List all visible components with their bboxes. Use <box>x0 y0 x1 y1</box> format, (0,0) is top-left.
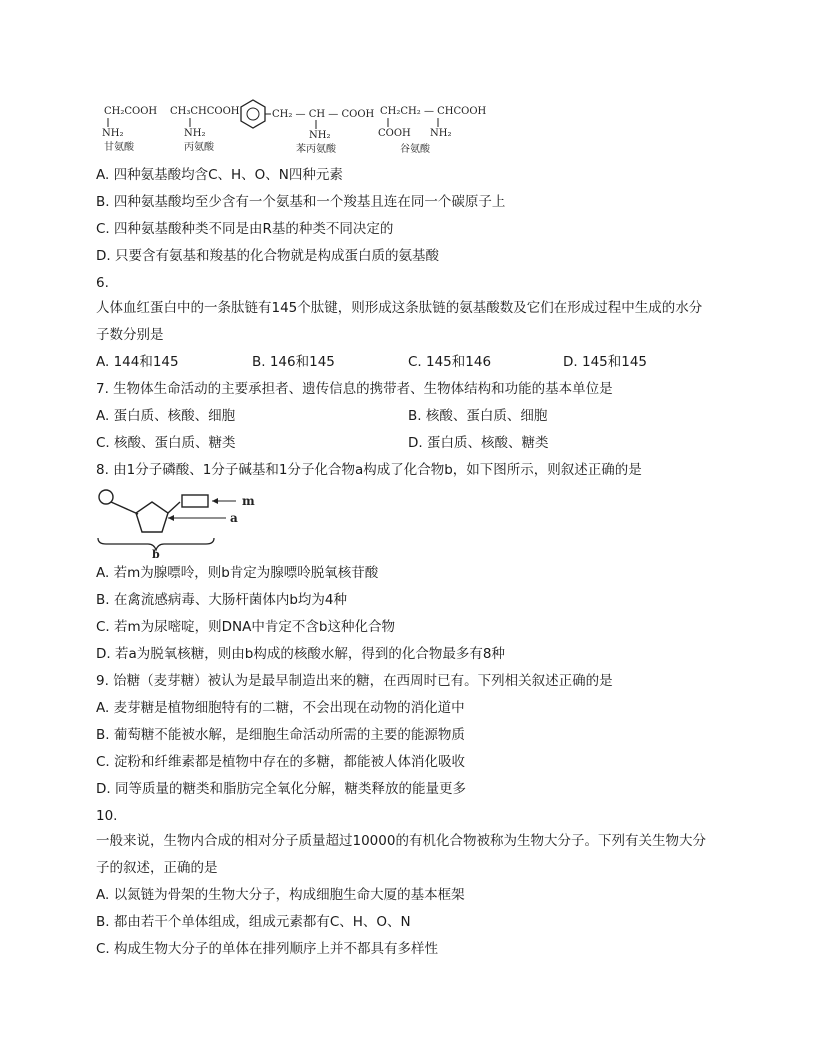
q10-option-b: B. 都由若干个单体组成，组成元素都有C、H、O、N <box>96 914 411 930</box>
glutamic-name: 谷氨酸 <box>400 144 430 155</box>
benzene-ring-icon <box>241 100 265 128</box>
q10-number: 10. <box>96 808 118 824</box>
phosphate-circle <box>99 490 113 504</box>
q9-stem: 9. 饴糖（麦芽糖）被认为是最早制造出来的糖，在西周时已有。下列相关叙述正确的是 <box>96 673 613 689</box>
q5-option-d: D. 只要含有氨基和羧基的化合物就是构成蛋白质的氨基酸 <box>96 248 439 264</box>
q5-option-a: A. 四种氨基酸均含C、H、O、N四种元素 <box>96 167 343 183</box>
phenylalanine-formula: CH₂ — CH — COOH <box>272 109 375 120</box>
q6-option-c: C. 145和146 <box>408 354 492 370</box>
q7-option-b: B. 核酸、蛋白质、细胞 <box>408 408 548 424</box>
alanine-structure <box>170 106 240 153</box>
glutamic-amino: NH₂ <box>430 128 452 139</box>
q6-option-b: B. 146和145 <box>252 354 335 370</box>
alanine-name: 丙氨酸 <box>184 142 214 153</box>
q10-option-a: A. 以氮链为骨架的生物大分子，构成细胞生命大厦的基本框架 <box>96 887 465 903</box>
phenylalanine-structure <box>241 100 375 155</box>
q8-option-c: C. 若m为尿嘧啶，则DNA中肯定不含b这种化合物 <box>96 619 395 635</box>
q9-option-b: B. 葡萄糖不能被水解，是细胞生命活动所需的主要的能源物质 <box>96 727 465 743</box>
q8-option-b: B. 在禽流感病毒、大肠杆菌体内b均为4种 <box>96 592 348 608</box>
pentose-pentagon <box>136 502 168 532</box>
q10-option-c: C. 构成生物大分子的单体在排列顺序上并不都具有多样性 <box>96 941 439 957</box>
q6-stem-line1: 人体血红蛋白中的一条肽链有145个肽键，则形成这条肽链的氨基酸数及它们在形成过程中生成的水分 <box>96 300 703 316</box>
arrow-a-icon <box>168 515 174 521</box>
alanine-amino: NH₂ <box>184 128 206 139</box>
q6-option-d: D. 145和145 <box>563 354 648 370</box>
base-rectangle <box>182 495 208 507</box>
arrow-m-icon <box>212 498 218 504</box>
nucleotide-diagram <box>96 486 276 558</box>
q9-option-a: A. 麦芽糖是植物细胞特有的二糖，不会出现在动物的消化道中 <box>96 700 465 716</box>
q8-option-a: A. 若m为腺嘌呤，则b肯定为腺嘌呤脱氧核苷酸 <box>96 565 379 581</box>
glycine-amino: NH₂ <box>102 128 124 139</box>
q9-option-d: D. 同等质量的糖类和脂肪完全氧化分解，糖类释放的能量更多 <box>96 781 466 797</box>
phenylalanine-amino: NH₂ <box>309 130 331 141</box>
glutamic-carboxyl: COOH <box>378 128 411 139</box>
amino-acid-structures <box>96 96 516 166</box>
q5-option-b: B. 四种氨基酸均至少含有一个氨基和一个羧基且连在同一个碳原子上 <box>96 194 506 210</box>
q7-stem: 7. 生物体生命活动的主要承担者、遗传信息的携带者、生物体结构和功能的基本单位是 <box>96 381 613 397</box>
label-b: b <box>152 548 160 558</box>
label-a: a <box>230 511 238 525</box>
alanine-formula: CH₃CHCOOH <box>170 106 240 117</box>
glycine-name: 甘氨酸 <box>104 142 134 153</box>
q9-option-c: C. 淀粉和纤维素都是植物中存在的多糖，都能被人体消化吸收 <box>96 754 466 770</box>
q7-option-a: A. 蛋白质、核酸、细胞 <box>96 408 236 424</box>
q10-stem-line1: 一般来说，生物内合成的相对分子质量超过10000的有机化合物被称为生物大分子。下列有关生物大分 <box>96 833 706 849</box>
q6-option-a: A. 144和145 <box>96 354 179 370</box>
q7-option-d: D. 蛋白质、核酸、糖类 <box>408 435 549 451</box>
q8-stem: 8. 由1分子磷酸、1分子碱基和1分子化合物a构成了化合物b，如下图所示，则叙述正确的是 <box>96 462 642 478</box>
glutamic-formula: CH₂CH₂ — CHCOOH <box>380 106 487 117</box>
q6-number: 6. <box>96 275 109 291</box>
q8-option-d: D. 若a为脱氧核糖，则由b构成的核酸水解，得到的化合物最多有8种 <box>96 646 505 662</box>
phenylalanine-name: 苯丙氨酸 <box>296 144 336 155</box>
label-m: m <box>242 494 255 508</box>
glutamic-acid-structure <box>378 106 487 155</box>
q5-option-c: C. 四种氨基酸种类不同是由R基的种类不同决定的 <box>96 221 394 237</box>
q10-stem-line2: 子的叙述，正确的是 <box>96 860 218 876</box>
glycine-structure <box>102 106 157 153</box>
glycine-formula: CH₂COOH <box>104 106 158 117</box>
q7-option-c: C. 核酸、蛋白质、糖类 <box>96 435 236 451</box>
q6-stem-line2: 子数分别是 <box>96 327 164 343</box>
